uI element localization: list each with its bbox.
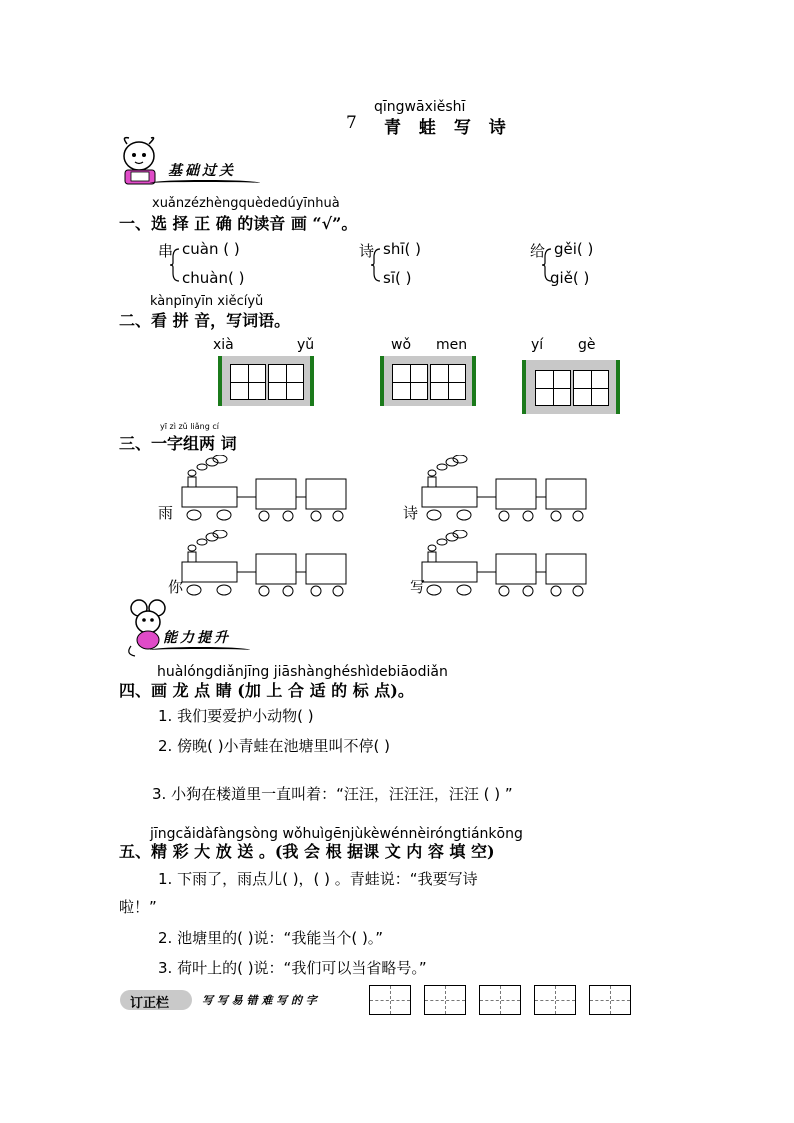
section5-pinyin: jīngcǎidàfàngsòng wǒhuìgēnjùkèwénnèiróngtiánkōng (150, 826, 523, 842)
correction-cell[interactable] (424, 985, 466, 1015)
char-shi-2: 诗 (403, 504, 419, 522)
section4-item-2: 2. 傍晚( )小青蛙在池塘里叫不停( ) (158, 737, 391, 755)
word3-pinyin-2: gè (578, 337, 596, 353)
section4-item-3: 3. 小狗在楼道里一直叫着：“汪汪，汪汪汪，汪汪 ( ) ” (152, 785, 513, 803)
section2-heading: 二、看 拼 音，写词语。 (119, 311, 291, 330)
section5-item-1-cont: 啦！” (119, 898, 157, 916)
section4-item-1: 1. 我们要爱护小动物( ) (158, 707, 314, 725)
word-box[interactable] (380, 356, 476, 406)
option-gei: gěi( ) (554, 240, 594, 258)
char-shi: 诗 (359, 242, 375, 260)
badge-underline (150, 180, 260, 186)
correction-cell[interactable] (534, 985, 576, 1015)
option-si: sī( ) (383, 269, 412, 287)
char-ni: 你 (168, 578, 184, 596)
brace-icon (169, 247, 181, 287)
correction-label-text: 订正栏 (130, 996, 170, 1011)
word2-pinyin-1: wǒ (391, 337, 412, 353)
correction-cell[interactable] (479, 985, 521, 1015)
word2-pinyin-2: men (436, 337, 468, 353)
correction-instruction: 写 写 易 错 难 写 的 字 (202, 994, 317, 1007)
section4-pinyin: huàlóngdiǎnjīng jiāshànghéshìdebiāodiǎn (157, 664, 448, 680)
section1-heading: 一、选 择 正 确 的读音 画 “√”。 (119, 214, 358, 233)
train-diagram (420, 530, 590, 604)
option-chuan: chuàn( ) (182, 269, 245, 287)
train-diagram (180, 530, 350, 604)
word-box[interactable] (218, 356, 314, 406)
option-shi: shī( ) (383, 240, 421, 258)
lesson-number: 7 (346, 113, 363, 133)
section3-pinyin: yī zì zǔ liǎng cí (160, 422, 219, 431)
char-gei: 给 (530, 242, 546, 260)
section5-item-3: 3. 荷叶上的( )说：“我们可以当省略号。” (158, 959, 427, 977)
badge-underline (150, 647, 250, 653)
word1-pinyin-2: yǔ (297, 337, 315, 353)
section5-item-1: 1. 下雨了，雨点儿( )，( ) 。青蛙说：“我要写诗 (158, 870, 478, 888)
correction-cell[interactable] (369, 985, 411, 1015)
option-cuan: cuàn ( ) (182, 240, 240, 258)
train-diagram (180, 455, 350, 529)
badge-basic: 基础过关 (168, 163, 236, 179)
section4-heading: 四、画 龙 点 睛 (加 上 合 适 的 标 点)。 (119, 681, 414, 700)
section2-pinyin: kànpīnyīn xiěcíyǔ (150, 294, 264, 309)
badge-advanced: 能力提升 (163, 630, 231, 646)
section5-item-2: 2. 池塘里的( )说：“我能当个( )。” (158, 929, 384, 947)
train-diagram (420, 455, 590, 529)
word-box[interactable] (522, 360, 620, 414)
title-pinyin: qīngwāxiěshī (374, 99, 466, 115)
section3-heading: 三、一字组两 词 (119, 434, 237, 453)
char-chuan: 串 (158, 242, 174, 260)
brace-icon (370, 247, 382, 287)
char-yu: 雨 (158, 504, 174, 522)
char-xie: 写 (410, 578, 426, 596)
option-gie: giě( ) (550, 269, 590, 287)
word3-pinyin-1: yí (531, 337, 544, 353)
section1-pinyin: xuǎnzézhèngquèdedúyīnhuà (152, 196, 340, 211)
correction-cell[interactable] (589, 985, 631, 1015)
section5-heading: 五、精 彩 大 放 送 。(我 会 根 据课 文 内 容 填 空) (119, 842, 495, 861)
page-title: 青 蛙 写 诗 (384, 118, 512, 138)
word1-pinyin-1: xià (213, 337, 234, 353)
